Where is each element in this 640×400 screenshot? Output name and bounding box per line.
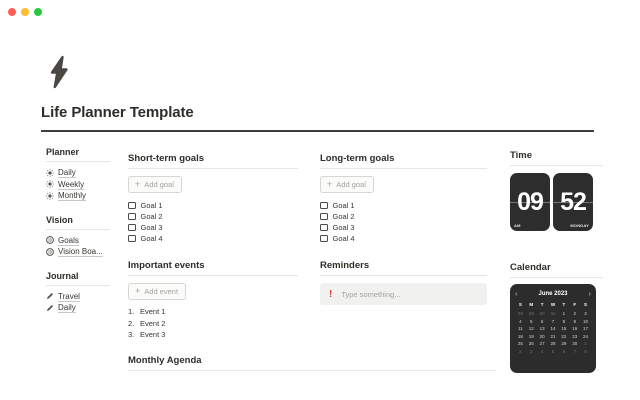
- calendar-day[interactable]: 30: [539, 311, 545, 316]
- sidebar-heading-planner: Planner: [46, 147, 80, 157]
- add-event-button[interactable]: [128, 283, 186, 300]
- minimize-button[interactable]: [21, 8, 29, 16]
- divider: [128, 370, 496, 371]
- calendar-day[interactable]: 16: [572, 326, 578, 331]
- goal-label: Goal 3: [140, 223, 163, 232]
- goal-label: Goal 2: [332, 212, 355, 221]
- calendar-day[interactable]: 29: [561, 341, 567, 346]
- goal-checklist: [128, 200, 298, 244]
- goal-row[interactable]: [320, 233, 487, 244]
- calendar-day[interactable]: 28: [517, 311, 523, 316]
- add-goal-label: Add goal: [336, 180, 366, 189]
- event-label: Event 1: [140, 307, 166, 317]
- calendar-day[interactable]: 5: [530, 318, 533, 324]
- list-number: 3.: [128, 330, 135, 340]
- calendar-day[interactable]: 1: [562, 311, 566, 316]
- add-goal-label: Add goal: [144, 180, 174, 189]
- list-number: 2.: [128, 318, 135, 328]
- section-title: Short-term goals: [128, 153, 205, 164]
- calendar-weekday: S: [518, 302, 522, 307]
- calendar-day[interactable]: 25: [517, 341, 523, 346]
- goal-checklist: [320, 200, 487, 244]
- list-number: 1.: [128, 307, 135, 317]
- sidebar-item-goals[interactable]: [46, 235, 112, 247]
- sidebar-heading-vision: Vision: [46, 214, 73, 225]
- sidebar-item-daily[interactable]: [46, 167, 112, 179]
- prev-month-button[interactable]: ‹: [515, 290, 518, 298]
- sun-icon: [46, 187, 54, 205]
- page-title: Life Planner Template: [41, 104, 194, 121]
- flip-split-line: [553, 202, 593, 203]
- calendar-day[interactable]: 2: [573, 311, 576, 316]
- flip-split-line: [510, 202, 550, 203]
- goal-label: Goal 1: [332, 201, 355, 210]
- event-label: Event 3: [140, 330, 166, 340]
- checkbox[interactable]: [128, 224, 136, 232]
- hour-value: 09: [517, 187, 543, 216]
- checkbox[interactable]: [128, 213, 136, 221]
- goal-row[interactable]: [320, 200, 487, 211]
- section-title: Long-term goals: [320, 153, 395, 164]
- calendar-day[interactable]: 11: [518, 326, 523, 331]
- checkbox[interactable]: [320, 202, 328, 210]
- calendar-day[interactable]: 21: [550, 333, 556, 339]
- close-button[interactable]: [8, 8, 16, 16]
- divider: [128, 168, 298, 169]
- calendar-weekday: F: [573, 302, 577, 307]
- calendar-day[interactable]: 30: [572, 341, 578, 346]
- calendar-day[interactable]: 4: [519, 318, 522, 324]
- divider: [46, 285, 110, 286]
- sidebar: [46, 147, 112, 327]
- calendar-day[interactable]: 13: [539, 326, 545, 331]
- add-event-label: Add event: [144, 287, 179, 296]
- calendar-weekday: T: [562, 302, 566, 307]
- time-section: [510, 150, 603, 231]
- calendar-day[interactable]: 6: [562, 348, 566, 354]
- flip-clock-hours: [510, 173, 550, 231]
- goal-label: Goal 2: [140, 212, 163, 221]
- calendar-day[interactable]: 27: [539, 341, 545, 346]
- reminders-section: [320, 260, 487, 305]
- calendar-day[interactable]: 8: [562, 318, 566, 324]
- goal-row[interactable]: [128, 211, 298, 222]
- calendar-day[interactable]: 1: [584, 341, 587, 346]
- divider: [46, 161, 110, 162]
- calendar-weekday-row: [515, 302, 591, 308]
- calendar-day[interactable]: 4: [540, 348, 544, 354]
- reminder-input[interactable]: [320, 283, 487, 305]
- event-row[interactable]: [128, 318, 298, 330]
- calendar-day[interactable]: 5: [551, 348, 555, 354]
- calendar-day[interactable]: 12: [528, 326, 534, 331]
- calendar-day[interactable]: 10: [583, 318, 589, 324]
- calendar-day[interactable]: 28: [550, 341, 556, 346]
- pencil-icon: [46, 299, 54, 317]
- goal-label: Goal 3: [332, 223, 355, 232]
- goal-label: Goal 1: [140, 201, 163, 210]
- divider: [510, 165, 603, 166]
- calendar-day[interactable]: 15: [561, 326, 567, 331]
- add-goal-button[interactable]: [320, 176, 374, 193]
- short-term-goals-section: [128, 153, 298, 244]
- goal-row[interactable]: [128, 200, 298, 211]
- title-divider: [41, 130, 594, 132]
- goal-row[interactable]: [128, 222, 298, 233]
- calendar-day[interactable]: 6: [540, 318, 544, 324]
- lightning-bolt-icon: [47, 55, 71, 94]
- goal-label: Goal 4: [140, 234, 163, 243]
- calendar-grid: [515, 310, 591, 355]
- event-label: Event 2: [140, 318, 166, 328]
- sidebar-item-monthly[interactable]: [46, 190, 112, 202]
- goal-row[interactable]: [128, 233, 298, 244]
- goal-row[interactable]: [320, 222, 487, 233]
- calendar-day[interactable]: 2: [519, 348, 522, 354]
- calendar-day[interactable]: 3: [584, 311, 587, 316]
- calendar-day[interactable]: 19: [528, 333, 534, 339]
- section-title: Important events: [128, 260, 205, 271]
- divider: [128, 275, 298, 276]
- plus-icon: +: [327, 179, 333, 189]
- sidebar-heading-journal: Journal: [46, 270, 79, 281]
- sidebar-item-label: Weekly: [58, 179, 85, 189]
- sidebar-item-label: Daily: [58, 168, 76, 178]
- sidebar-item-weekly[interactable]: [46, 179, 112, 191]
- calendar-section: [510, 262, 603, 373]
- weekday-label: MONDAY: [570, 223, 589, 228]
- section-title: Reminders: [320, 260, 370, 271]
- sidebar-item-daily-journal[interactable]: [46, 302, 112, 314]
- section-title: Time: [510, 150, 533, 161]
- calendar-day[interactable]: 22: [561, 333, 567, 339]
- flip-clock: [510, 173, 603, 231]
- plus-icon: +: [135, 286, 141, 296]
- event-row[interactable]: [128, 329, 298, 341]
- meridiem-label: AM: [514, 223, 521, 228]
- zoom-button[interactable]: [34, 8, 42, 16]
- calendar-day[interactable]: 20: [539, 333, 545, 339]
- sidebar-item-label: Daily: [58, 303, 76, 313]
- checkbox[interactable]: [320, 235, 328, 243]
- sidebar-item-label: Vision Boa...: [58, 247, 103, 257]
- plus-icon: +: [135, 179, 141, 189]
- calendar-weekday: W: [550, 302, 556, 307]
- event-row[interactable]: [128, 306, 298, 318]
- sidebar-item-label: Goals: [58, 235, 79, 245]
- goal-row[interactable]: [320, 211, 487, 222]
- checkbox[interactable]: [128, 235, 136, 243]
- calendar-day[interactable]: 17: [583, 326, 589, 331]
- calendar-day[interactable]: 24: [583, 333, 589, 339]
- divider: [510, 277, 603, 278]
- goal-label: Goal 4: [332, 234, 355, 243]
- calendar-weekday: M: [529, 302, 534, 307]
- flip-clock-minutes: [553, 173, 593, 231]
- monthly-agenda-section: [128, 355, 496, 371]
- calendar-day[interactable]: 18: [517, 333, 523, 339]
- calendar-widget: [510, 284, 596, 373]
- checkbox[interactable]: [320, 213, 328, 221]
- divider: [320, 168, 487, 169]
- section-title: Monthly Agenda: [128, 355, 202, 366]
- checkbox[interactable]: [128, 202, 136, 210]
- long-term-goals-section: [320, 153, 487, 244]
- calendar-day[interactable]: 29: [528, 311, 534, 316]
- calendar-day[interactable]: 26: [528, 341, 534, 346]
- calendar-header: [515, 290, 591, 298]
- checkbox[interactable]: [320, 224, 328, 232]
- calendar-day[interactable]: 8: [584, 348, 587, 354]
- sidebar-item-vision-board[interactable]: [46, 246, 112, 258]
- minute-value: 52: [560, 187, 586, 216]
- calendar-day[interactable]: 31: [550, 311, 556, 316]
- calendar-day[interactable]: 14: [550, 326, 556, 331]
- calendar-weekday: S: [584, 302, 588, 307]
- sidebar-item-label: Travel: [58, 291, 80, 301]
- calendar-weekday: T: [540, 302, 544, 307]
- calendar-day[interactable]: 7: [573, 348, 576, 354]
- sidebar-item-travel[interactable]: [46, 291, 112, 303]
- calendar-day[interactable]: 3: [530, 348, 533, 354]
- window-controls: [8, 8, 42, 16]
- reminder-placeholder: Type something...: [341, 289, 401, 299]
- divider: [46, 229, 110, 230]
- calendar-day[interactable]: 7: [551, 318, 555, 324]
- sidebar-item-label: Monthly: [58, 191, 87, 201]
- calendar-day[interactable]: 23: [572, 333, 578, 339]
- sidebar-section-planner: [46, 147, 112, 202]
- sidebar-section-vision: [46, 215, 112, 258]
- section-title: Calendar: [510, 262, 551, 273]
- divider: [320, 275, 487, 276]
- sidebar-section-journal: [46, 271, 112, 314]
- add-goal-button[interactable]: [128, 176, 182, 193]
- exclamation-icon: !: [329, 288, 333, 300]
- event-list: [128, 306, 298, 341]
- important-events-section: [128, 260, 298, 341]
- calendar-day[interactable]: 9: [573, 318, 576, 324]
- next-month-button[interactable]: ›: [588, 290, 591, 298]
- calendar-month-label: June 2023: [538, 291, 568, 297]
- target-icon: [46, 243, 54, 261]
